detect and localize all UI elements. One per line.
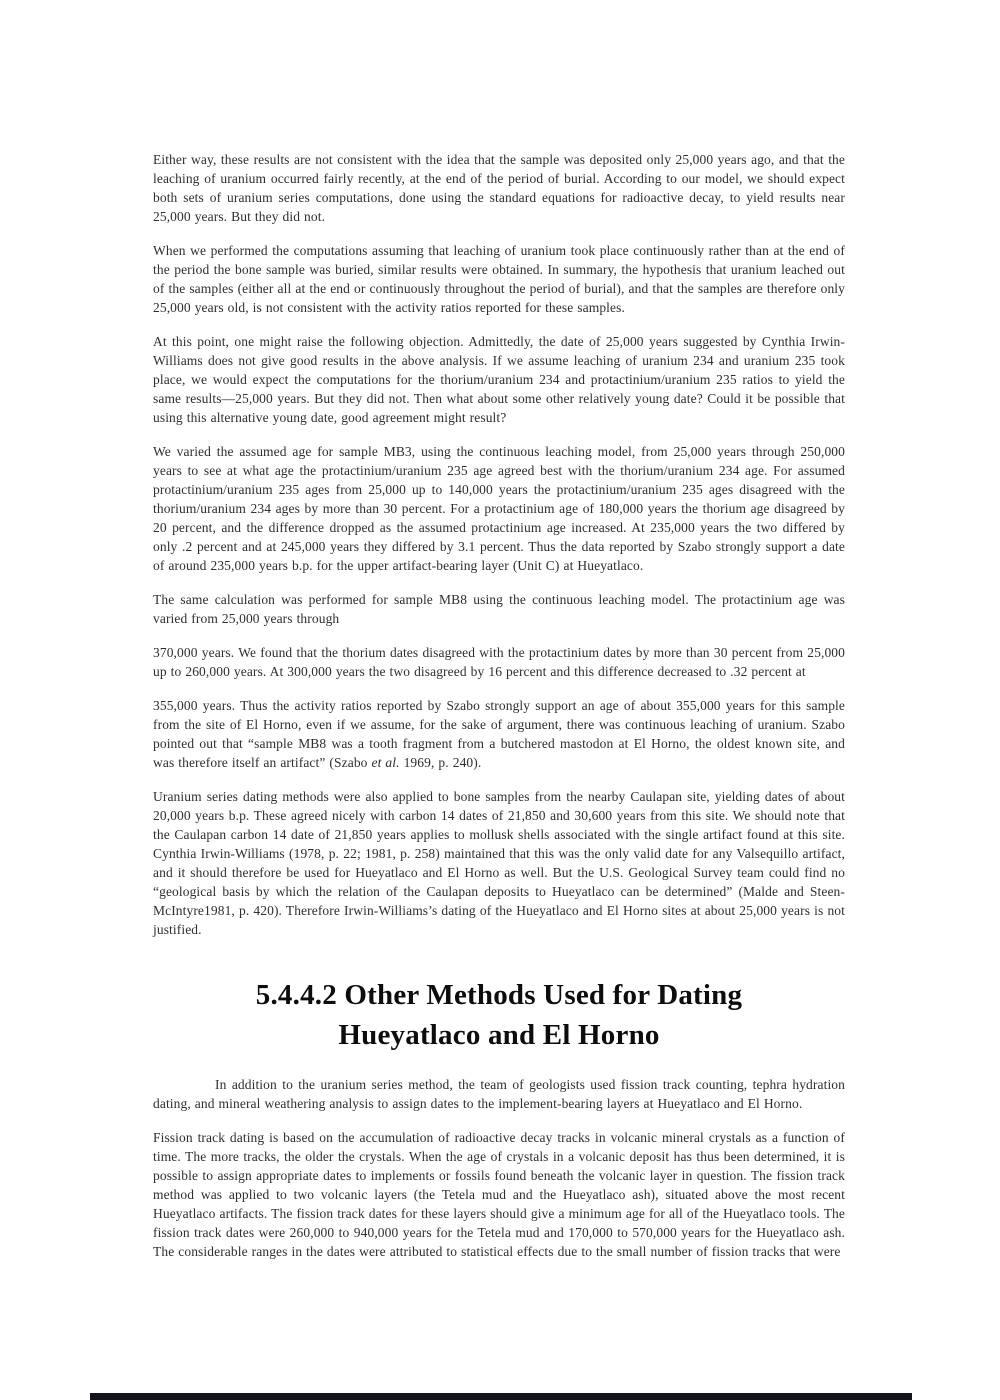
paragraph [153,442,845,575]
bottom-edge-bar [90,1393,912,1400]
section-heading [153,975,845,1055]
paragraph [153,150,845,226]
paragraph [153,590,845,628]
body-text-bottom [153,1075,845,1261]
text-run: Uranium series dating methods were also applied to bone samples from the nearby Caulapan site, yielding dates of about 20,000 years b.p. These agreed nicely with carbon 14 dates of 21,850 and 30,600 years from this site. We should note that the Caulapan carbon 14 date of 21,850 years applies to mollusk shells associated with the single artifact found at this site. Cynthia Irwin-Williams (1978, p. 22; 1981, p. 258) maintained that this was the only valid date for any Valsequillo artifact, and it should therefore be used for Hueyatlaco and El Horno as well. But the U.S. Geological Survey team could find no “geological basis by which the relation of the Caulapan deposits to Hueyatlaco can be determined” (Malde and Steen-McIntyre1981, p. 420). Therefore Irwin-Williams’s dating of the Hueyatlaco and El Horno sites at about 25,000 years is not justified. [153,789,845,937]
paragraph [153,1075,845,1113]
text-run: The same calculation was performed for sample MB8 using the continuous leaching model. The protactinium age was varied from 25,000 years through [153,592,845,626]
text-run: Fission track dating is based on the accumulation of radioactive decay tracks in volcanic mineral crystals as a function of time. The more tracks, the older the crystals. When the age of crystals in a volcanic deposit has thus been determined, it is possible to assign appropriate dates to implements or fossils found beneath the volcanic layer in question. The fission track method was applied to two volcanic layers (the Tetela mud and the Hueyatlaco ash), situated above the most recent Hueyatlaco artifacts. The fission track dates for these layers should give a minimum age for all of the Hueyatlaco tools. The fission track dates were 260,000 to 940,000 years for the Tetela mud and 170,000 to 570,000 years for the Hueyatlaco ash. The considerable ranges in the dates were attributed to statistical effects due to the small number of fission tracks that were [153,1130,845,1259]
paragraph [153,1128,845,1261]
text-run: When we performed the computations assuming that leaching of uranium took place continuously rather than at the end of the period the bone sample was buried, similar results were obtained. In summary, the hypothesis that uranium leached out of the samples (either all at the end or continuously throughout the period of burial), and that the samples are therefore only 25,000 years old, is not consistent with the activity ratios reported for these samples. [153,243,845,315]
paragraph [153,241,845,317]
italic-text-run: et al. [371,755,400,770]
paragraph [153,696,845,772]
text-run: In addition to the uranium series method, the team of geologists used fission track counting, tephra hydration dating, and mineral weathering analysis to assign dates to the implement-bearing layers at Hueyatlaco and El Horno. [153,1077,845,1111]
text-run: 355,000 years. Thus the activity ratios reported by Szabo strongly support an age of about 355,000 years for this sample from the site of El Horno, even if we assume, for the sake of argument, there was continuous leaching of uranium. Szabo pointed out that “sample MB8 was a tooth fragment from a butchered mastodon at El Horno, the oldest known site, and was therefore itself an artifact” (Szabo [153,698,845,770]
paragraph [153,787,845,939]
text-run: At this point, one might raise the following objection. Admittedly, the date of 25,000 years suggested by Cynthia Irwin-Williams does not give good results in the above analysis. If we assume leaching of uranium 234 and uranium 235 took place, we would expect the computations for the thorium/uranium 234 and protactinium/uranium 235 ratios to yield the same results—25,000 years. But they did not. Then what about some other relatively young date? Could it be possible that using this alternative young date, good agreement might result? [153,334,845,425]
text-run: Either way, these results are not consistent with the idea that the sample was deposited only 25,000 years ago, and that the leaching of uranium occurred fairly recently, at the end of the period of burial. According to our model, we should expect both sets of uranium series computations, done using the standard equations for radioactive decay, to yield results near 25,000 years. But they did not. [153,152,845,224]
paragraph [153,332,845,427]
section-heading-line-1: 5.4.4.2 Other Methods Used for Dating [255,979,743,1011]
text-run: 370,000 years. We found that the thorium dates disagreed with the protactinium dates by more than 30 percent from 25,000 up to 260,000 years. At 300,000 years the two disagreed by 16 percent and this difference decreased to .32 percent at [153,645,845,679]
section-heading-line-2: Hueyatlaco and El Horno [338,1019,660,1051]
body-text-top [153,150,845,939]
text-run: 1969, p. 240). [399,755,482,770]
text-column [153,150,845,1261]
text-run: We varied the assumed age for sample MB3, using the continuous leaching model, from 25,000 years through 250,000 years to see at what age the protactinium/uranium 235 age agreed best with the thorium/uranium 234 age. For assumed protactinium/uranium 235 ages from 25,000 up to 140,000 years the protactinium/uranium 235 ages disagreed with the thorium/uranium 234 ages by more than 30 percent. For a protactinium age of 180,000 years the thorium age disagreed by 20 percent, and the difference dropped as the assumed protactinium age increased. At 235,000 years the two differed by only .2 percent and at 245,000 years they differed by 3.1 percent. Thus the data reported by Szabo strongly support a date of around 235,000 years b.p. for the upper artifact-bearing layer (Unit C) at Hueyatlaco. [153,444,845,573]
paragraph [153,643,845,681]
